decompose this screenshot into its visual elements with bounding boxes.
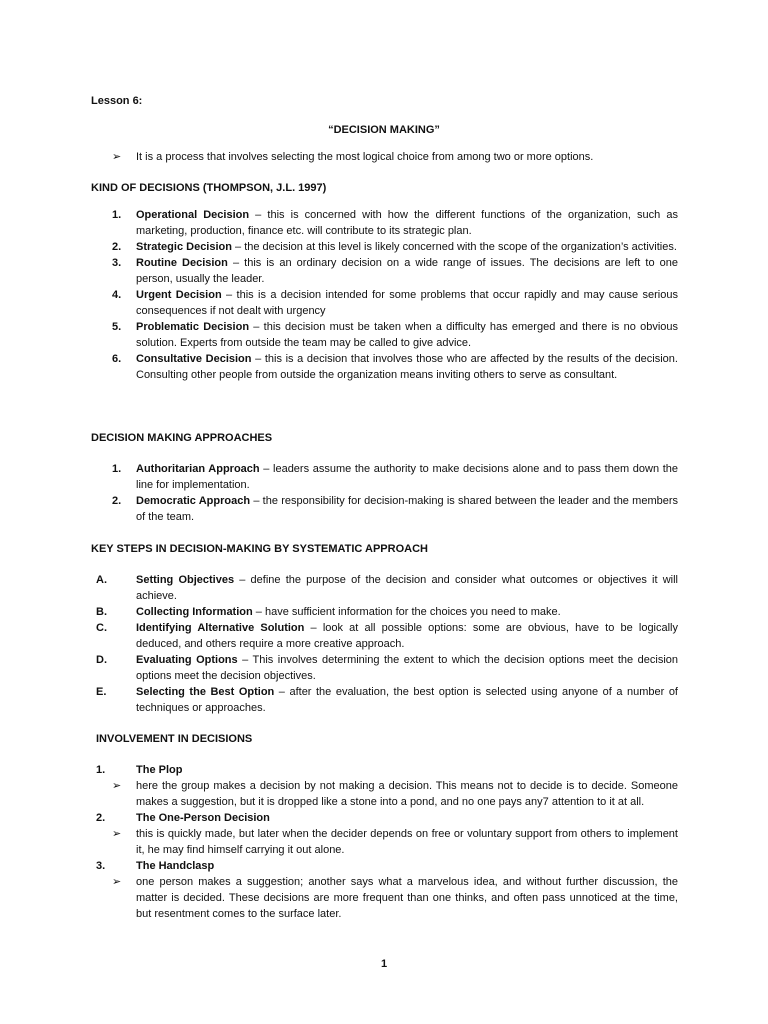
item-text: – leaders assume the authority to make decisions alone and to pass them down the line for implementation. [136, 463, 678, 491]
item-number: 6. [112, 353, 122, 365]
item-number: D. [96, 654, 107, 666]
list-item [96, 572, 678, 604]
item-term: Routine Decision [136, 257, 228, 269]
approaches-list [112, 461, 678, 525]
item-term: Consultative Decision [136, 353, 252, 365]
item-text: – this decision must be taken when a difficulty has emerged and there is no obvious solution. Experts from outside the team may be called to give advice. [136, 321, 679, 349]
arrow-bullet-icon: ➢ [112, 780, 122, 792]
arrow-bullet-icon: ➢ [112, 151, 122, 163]
steps-list [96, 572, 679, 716]
item-text: – this is a decision that involves those who are affected by the results of the decision. Consulting other people from outside the organization means inviting others to serve as consultant. [136, 353, 678, 381]
item-text: – this is a decision intended for some problems that occur rapidly and may cause serious consequences if not dealt with urgency [136, 289, 678, 317]
arrow-bullet-icon: ➢ [112, 828, 122, 840]
document-title: “DECISION MAKING” [328, 124, 440, 136]
involvement-heading: INVOLVEMENT IN DECISIONS [96, 733, 253, 745]
intro-text: It is a process that involves selecting the most logical choice from among two or more options. [136, 151, 594, 163]
item-term: Problematic Decision [136, 321, 250, 333]
list-item [112, 287, 678, 319]
list-item [112, 461, 678, 493]
list-item [96, 604, 678, 620]
list-item [96, 810, 678, 858]
item-number: 5. [112, 321, 122, 333]
item-number: B. [96, 606, 107, 618]
item-term: The Handclasp [136, 860, 215, 872]
list-item [112, 319, 678, 351]
item-number: 1. [96, 764, 106, 776]
item-number: 2. [112, 495, 122, 507]
approaches-heading: DECISION MAKING APPROACHES [91, 432, 273, 444]
item-term: The Plop [136, 764, 183, 776]
kinds-heading: KIND OF DECISIONS (THOMPSON, J.L. 1997) [91, 182, 327, 194]
lesson-label: Lesson 6: [91, 95, 143, 107]
item-term: Strategic Decision [136, 241, 232, 253]
item-text: this is quickly made, but later when the decider depends on free or voluntary support from others to implement it, he may find himself carrying it out alone. [136, 828, 678, 856]
item-text: – This involves determining the extent to which the decision options meet the decision options meet the decision objectives. [136, 654, 679, 682]
list-item [112, 351, 678, 383]
arrow-bullet-icon: ➢ [112, 876, 122, 888]
item-term: Urgent Decision [136, 289, 222, 301]
item-number: 3. [112, 257, 122, 269]
intro-bullet [112, 149, 678, 165]
item-text: – after the evaluation, the best option is selected using anyone of a number of techniques or approaches. [136, 686, 678, 714]
list-item [112, 255, 678, 287]
list-item [96, 652, 679, 684]
item-number: A. [96, 574, 107, 586]
item-text: one person makes a suggestion; another says what a marvelous idea, and without further discussion, the matter is decided. These decisions are more frequent than one thinks, and often pass unnoticed at the time, but resentment comes to the surface later. [136, 876, 678, 920]
item-text: – this is concerned with how the different functions of the organization, such as marketing, production, finance etc. will contribute to its strategic plan. [136, 209, 678, 237]
item-number: 2. [96, 812, 106, 824]
item-term: Collecting Information [136, 606, 253, 618]
list-item [112, 493, 678, 525]
item-term: The One-Person Decision [136, 812, 270, 824]
item-text: – the responsibility for decision-making is shared between the leader and the members of the team. [136, 495, 679, 523]
sub-bullet [112, 874, 678, 922]
steps-heading: KEY STEPS IN DECISION-MAKING BY SYSTEMATIC APPROACH [91, 543, 428, 555]
item-number: 3. [96, 860, 106, 872]
item-term: Evaluating Options [136, 654, 238, 666]
kinds-list [112, 207, 678, 383]
list-item [96, 620, 679, 652]
list-item [112, 239, 678, 255]
item-number: 1. [112, 209, 122, 221]
item-text: here the group makes a decision by not making a decision. This means not to decide is to decide. Someone makes a suggestion, but it is dropped like a stone into a pond, and no one pays any7 attention to it at all. [136, 780, 678, 808]
item-text: – look at all possible options: some are obvious, have to be logically deduced, and others require a more creative approach. [136, 622, 679, 650]
item-text: – this is an ordinary decision on a wide range of issues. The decisions are left to one person, usually the leader. [136, 257, 679, 285]
sub-bullet [112, 826, 678, 858]
item-term: Democratic Approach [136, 495, 251, 507]
list-item [96, 684, 678, 716]
list-item [96, 858, 678, 922]
list-item [96, 762, 678, 810]
sub-bullet [112, 778, 678, 810]
list-item [112, 207, 678, 239]
item-text: – define the purpose of the decision and consider what outcomes or objectives it will achieve. [136, 574, 678, 602]
item-number: 4. [112, 289, 122, 301]
item-term: Setting Objectives [136, 574, 235, 586]
item-term: Selecting the Best Option [136, 686, 275, 698]
item-text: – the decision at this level is likely concerned with the scope of the organization’s activities. [231, 241, 677, 253]
item-term: Operational Decision [136, 209, 250, 221]
page-number: 1 [380, 958, 388, 970]
item-text: – have sufficient information for the choices you need to make. [252, 606, 561, 618]
item-term: Authoritarian Approach [136, 463, 260, 475]
item-number: C. [96, 622, 107, 634]
item-term: Identifying Alternative Solution [136, 622, 305, 634]
item-number: 1. [112, 463, 122, 475]
involvement-list [96, 762, 678, 922]
item-number: E. [96, 686, 107, 698]
item-number: 2. [112, 241, 122, 253]
